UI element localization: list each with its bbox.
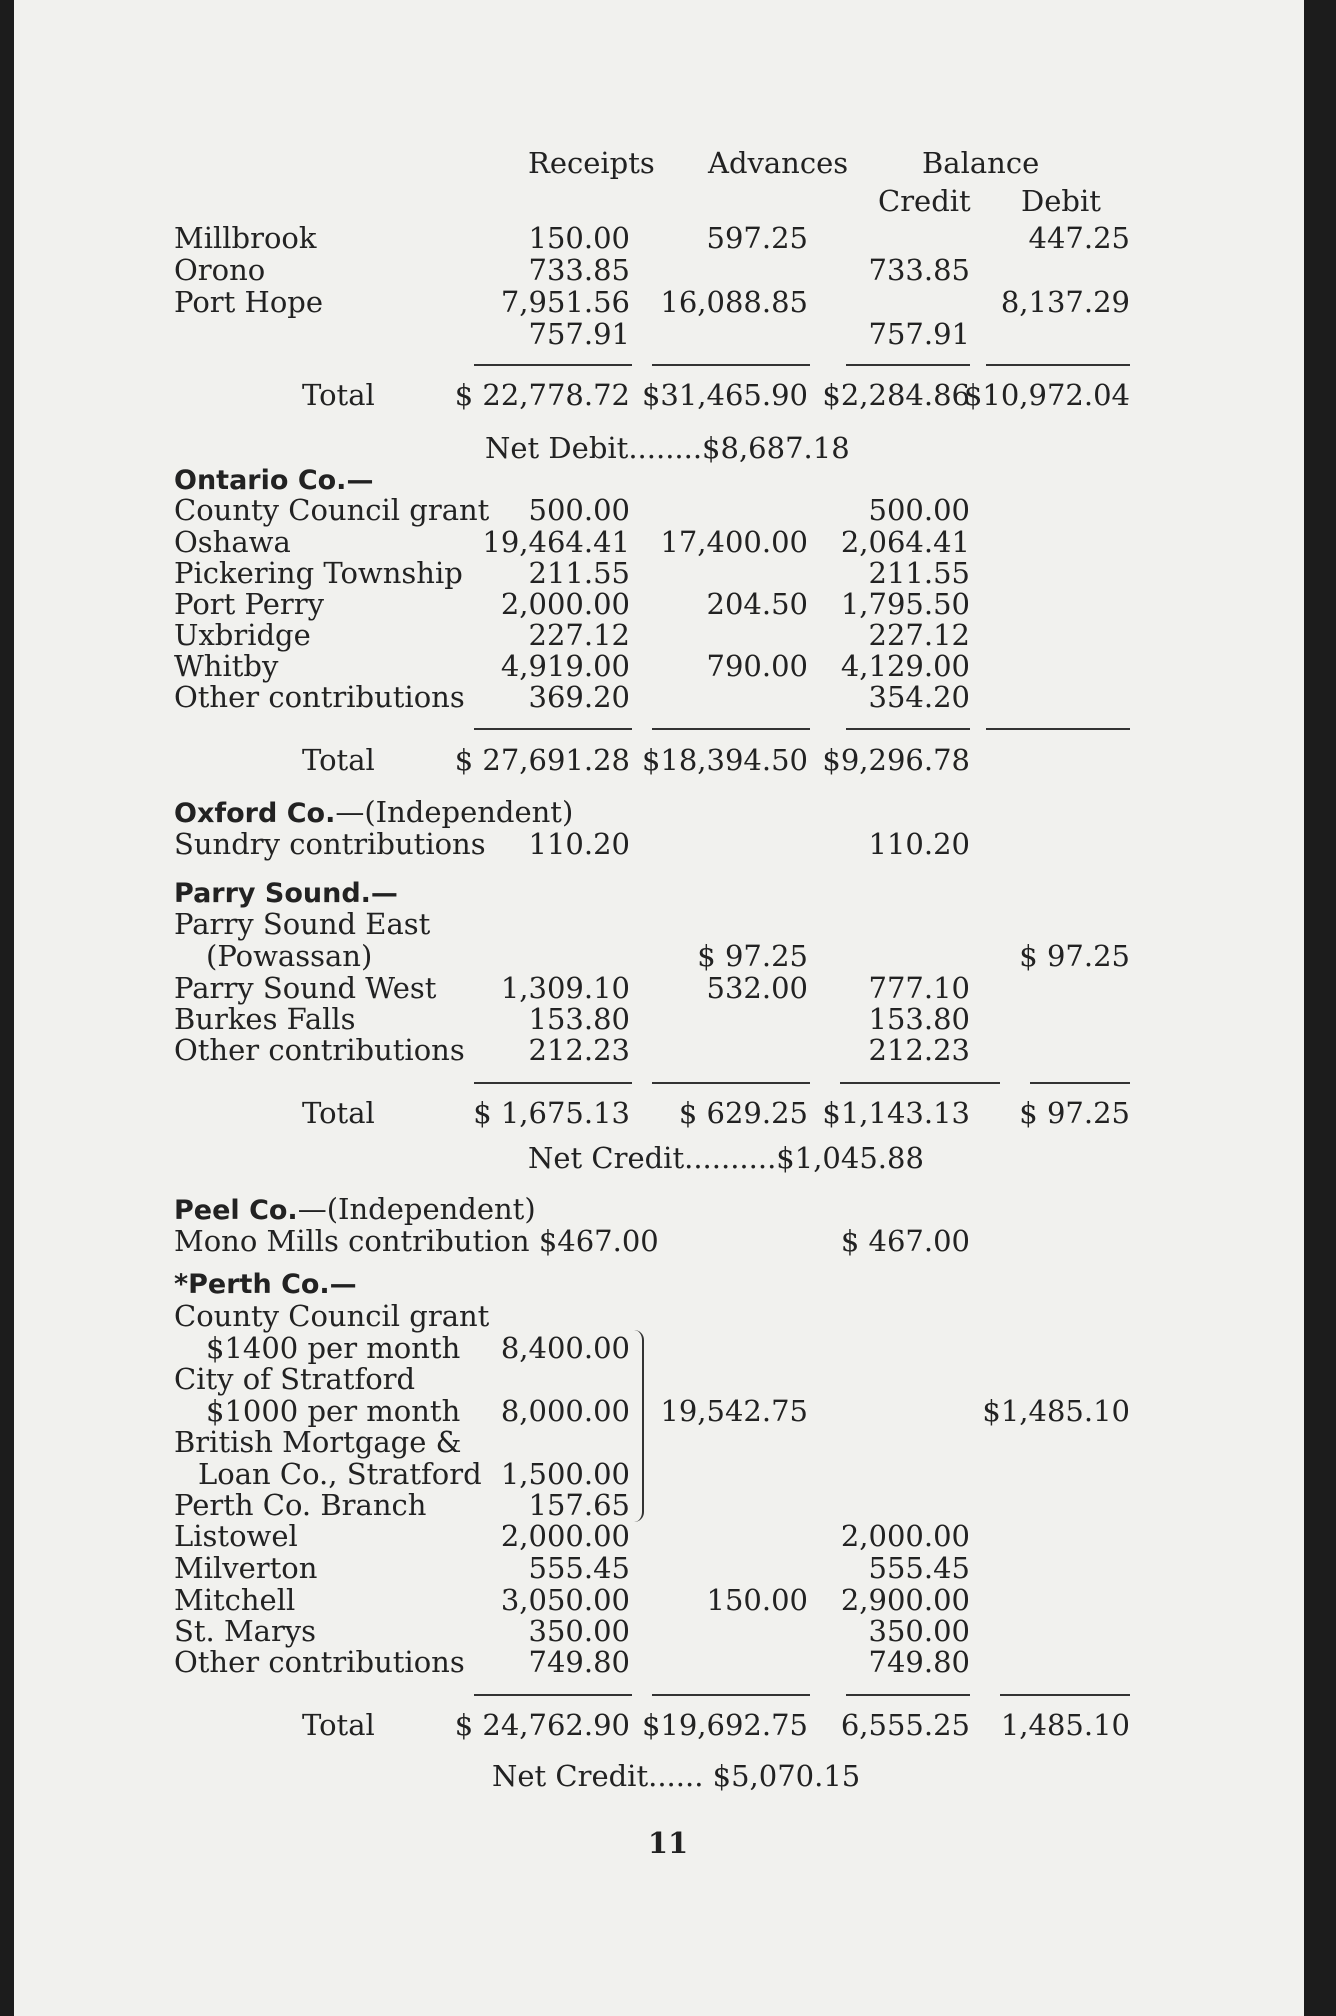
row-receipts: 19,464.41 [482, 525, 630, 559]
row-credit: 749.80 [868, 1645, 970, 1679]
header-row-1 [0, 147, 1336, 179]
rule [652, 364, 810, 366]
row-credit: 555.45 [868, 1551, 970, 1585]
row-label: Mono Mills contribution $467.00 [174, 1224, 659, 1258]
row-label: Parry Sound West [174, 971, 437, 1005]
row-credit: $ 467.00 [840, 1224, 970, 1258]
table-row [0, 972, 1336, 1004]
section-title-line [174, 1193, 536, 1227]
rule [986, 728, 1130, 730]
row-credit: 4,129.00 [840, 649, 970, 683]
row-receipts: 8,400.00 [500, 1331, 630, 1365]
rule [846, 1694, 970, 1696]
row-receipts: 1,309.10 [500, 971, 630, 1005]
table-row [0, 1003, 1336, 1035]
net-credit: Net Credit...... $5,070.15 [492, 1759, 861, 1793]
section-title: Ontario Co.— [174, 465, 374, 496]
row-receipts: 8,000.00 [500, 1394, 630, 1428]
total-advances: $31,465.90 [641, 378, 808, 412]
row-advances: $ 97.25 [697, 939, 808, 973]
row-debit: $1,485.10 [982, 1394, 1130, 1428]
row-credit: 354.20 [868, 680, 970, 714]
table-row [0, 828, 1336, 860]
row-credit: 2,064.41 [840, 525, 970, 559]
total-advances: $19,692.75 [641, 1708, 808, 1742]
row-receipts: 3,050.00 [500, 1583, 630, 1617]
row-credit: 110.20 [868, 827, 970, 861]
row-label: Parry Sound East [174, 907, 431, 941]
row-receipts: 153.80 [528, 1002, 630, 1036]
rule [846, 728, 970, 730]
table-row [0, 1520, 1336, 1552]
total-row [0, 1097, 1336, 1129]
row-receipts: 110.20 [528, 827, 630, 861]
rule [1000, 1694, 1130, 1696]
total-label: Total [302, 378, 375, 412]
rule [652, 1082, 810, 1084]
row-credit: 212.23 [868, 1033, 970, 1067]
row-label: Loan Co., Stratford [198, 1457, 482, 1491]
row-label: Millbrook [174, 221, 317, 255]
section-title: *Perth Co.— [174, 1269, 357, 1300]
row-label: Oshawa [174, 525, 291, 559]
rule [652, 1694, 810, 1696]
row-receipts: 369.20 [528, 680, 630, 714]
row-label: British Mortgage & [174, 1425, 462, 1459]
row-advances: 150.00 [706, 1583, 808, 1617]
net-row [0, 1760, 1336, 1792]
total-receipts: $ 1,675.13 [473, 1096, 630, 1130]
total-advances: $ 629.25 [678, 1096, 808, 1130]
page-number: 11 [647, 1826, 689, 1860]
rule [1030, 1082, 1130, 1084]
table-row [0, 1395, 1336, 1427]
rule [474, 364, 632, 366]
row-receipts: 555.45 [528, 1551, 630, 1585]
row-credit: 2,000.00 [840, 1519, 970, 1553]
table-row [0, 1426, 1336, 1458]
total-label: Total [302, 743, 375, 777]
header-balance: Balance [922, 146, 1040, 180]
section-title: Parry Sound.— [174, 878, 398, 909]
row-label: Other contributions [174, 680, 465, 714]
row-credit: 777.10 [868, 971, 970, 1005]
row-credit: 757.91 [868, 317, 970, 351]
row-receipts: 1,500.00 [500, 1457, 630, 1491]
row-debit: $ 97.25 [1019, 939, 1130, 973]
total-receipts: $ 24,762.90 [454, 1708, 630, 1742]
row-receipts: 211.55 [528, 556, 630, 590]
header-credit: Credit [878, 184, 971, 218]
table-row [0, 1332, 1336, 1364]
total-label: Total [302, 1096, 375, 1130]
table-row [0, 318, 1336, 350]
total-credit: 6,555.25 [840, 1708, 970, 1742]
section-heading [0, 1193, 1336, 1225]
row-label: $1400 per month [206, 1331, 461, 1365]
table-row [0, 222, 1336, 254]
section-heading [0, 1269, 1336, 1301]
row-credit: 500.00 [868, 493, 970, 527]
net-debit: Net Debit........$8,687.18 [485, 431, 850, 465]
total-row [0, 744, 1336, 776]
net-row [0, 432, 1336, 464]
row-label: City of Stratford [174, 1362, 416, 1396]
total-credit: $9,296.78 [822, 743, 970, 777]
total-receipts: $ 27,691.28 [454, 743, 630, 777]
row-credit: 733.85 [868, 253, 970, 287]
table-row [0, 1300, 1336, 1332]
row-receipts: 7,951.56 [500, 285, 630, 319]
row-advances: 790.00 [706, 649, 808, 683]
header-debit: Debit [1021, 184, 1101, 218]
total-row [0, 379, 1336, 411]
row-label: St. Marys [174, 1614, 317, 1648]
row-receipts: 150.00 [528, 221, 630, 255]
table-row [0, 1584, 1336, 1616]
row-credit: 2,900.00 [840, 1583, 970, 1617]
table-row [0, 1363, 1336, 1395]
row-debit: 447.25 [1028, 221, 1130, 255]
row-label: Port Hope [174, 285, 324, 319]
row-label: (Powassan) [206, 939, 373, 973]
section-title: Peel Co. [174, 1195, 298, 1226]
row-receipts: 4,919.00 [500, 649, 630, 683]
row-receipts: 733.85 [528, 253, 630, 287]
row-receipts: 157.65 [528, 1488, 630, 1522]
row-label: $1000 per month [206, 1394, 461, 1428]
row-label: County Council grant [174, 493, 490, 527]
header-row-2 [0, 185, 1336, 217]
table-row [0, 1489, 1336, 1521]
total-credit: $1,143.13 [822, 1096, 970, 1130]
row-label: County Council grant [174, 1299, 490, 1333]
row-receipts: 2,000.00 [500, 1519, 630, 1553]
table-row [0, 1646, 1336, 1678]
row-receipts: 500.00 [528, 493, 630, 527]
row-receipts: 227.12 [528, 618, 630, 652]
table-row [0, 650, 1336, 682]
table-row [0, 588, 1336, 620]
row-advances: 204.50 [706, 587, 808, 621]
row-credit: 1,795.50 [840, 587, 970, 621]
row-label: Perth Co. Branch [174, 1488, 427, 1522]
row-receipts: 749.80 [528, 1645, 630, 1679]
table-row [0, 1552, 1336, 1584]
table-row [0, 619, 1336, 651]
row-credit: 211.55 [868, 556, 970, 590]
table-row [0, 1225, 1336, 1257]
row-receipts: 350.00 [528, 1614, 630, 1648]
rule [652, 728, 810, 730]
row-debit: 8,137.29 [1000, 285, 1130, 319]
rule [986, 364, 1130, 366]
header-receipts: Receipts [528, 146, 655, 180]
table-row [0, 286, 1336, 318]
table-row [0, 557, 1336, 589]
row-advances: 19,542.75 [660, 1394, 808, 1428]
total-debit: $10,972.04 [963, 378, 1130, 412]
section-note: —(Independent) [297, 1192, 536, 1226]
total-debit: $ 97.25 [1019, 1096, 1130, 1130]
rule [846, 364, 970, 366]
row-label: Whitby [174, 649, 279, 683]
row-label: Milverton [174, 1551, 318, 1585]
row-label: Port Perry [174, 587, 325, 621]
row-receipts: 212.23 [528, 1033, 630, 1067]
section-heading [0, 796, 1336, 828]
row-label: Pickering Township [174, 556, 463, 590]
row-label: Uxbridge [174, 618, 311, 652]
rule [840, 1082, 1000, 1084]
net-credit: Net Credit..........$1,045.88 [528, 1141, 924, 1175]
total-label: Total [302, 1708, 375, 1742]
row-label: Orono [174, 253, 266, 287]
table-row [0, 254, 1336, 286]
table-row [0, 1458, 1336, 1490]
section-note: —(Independent) [335, 795, 574, 829]
total-debit: 1,485.10 [1000, 1708, 1130, 1742]
total-credit: $2,284.86 [822, 378, 970, 412]
table-row [0, 908, 1336, 940]
row-label: Mitchell [174, 1583, 296, 1617]
row-credit: 227.12 [868, 618, 970, 652]
row-label: Listowel [174, 1519, 298, 1553]
row-advances: 597.25 [706, 221, 808, 255]
row-receipts: 757.91 [528, 317, 630, 351]
section-title: Oxford Co. [174, 798, 336, 829]
row-advances: 17,400.00 [660, 525, 808, 559]
section-heading [0, 878, 1336, 910]
row-label: Other contributions [174, 1645, 465, 1679]
table-row [0, 681, 1336, 713]
row-credit: 350.00 [868, 1614, 970, 1648]
row-label: Other contributions [174, 1033, 465, 1067]
rule [474, 1694, 632, 1696]
table-row [0, 1034, 1336, 1066]
rule [474, 728, 632, 730]
row-label: Burkes Falls [174, 1002, 356, 1036]
section-title-line [174, 796, 573, 830]
rule [474, 1082, 632, 1084]
total-row [0, 1709, 1336, 1741]
total-receipts: $ 22,778.72 [454, 378, 630, 412]
row-advances: 16,088.85 [660, 285, 808, 319]
row-label: Sundry contributions [174, 827, 486, 861]
header-advances: Advances [708, 146, 849, 180]
table-row [0, 526, 1336, 558]
table-row [0, 1615, 1336, 1647]
net-row [0, 1142, 1336, 1174]
table-row [0, 494, 1336, 526]
row-receipts: 2,000.00 [500, 587, 630, 621]
row-advances: 532.00 [706, 971, 808, 1005]
grouping-brace [632, 1330, 644, 1522]
table-row [0, 940, 1336, 972]
total-advances: $18,394.50 [641, 743, 808, 777]
row-credit: 153.80 [868, 1002, 970, 1036]
